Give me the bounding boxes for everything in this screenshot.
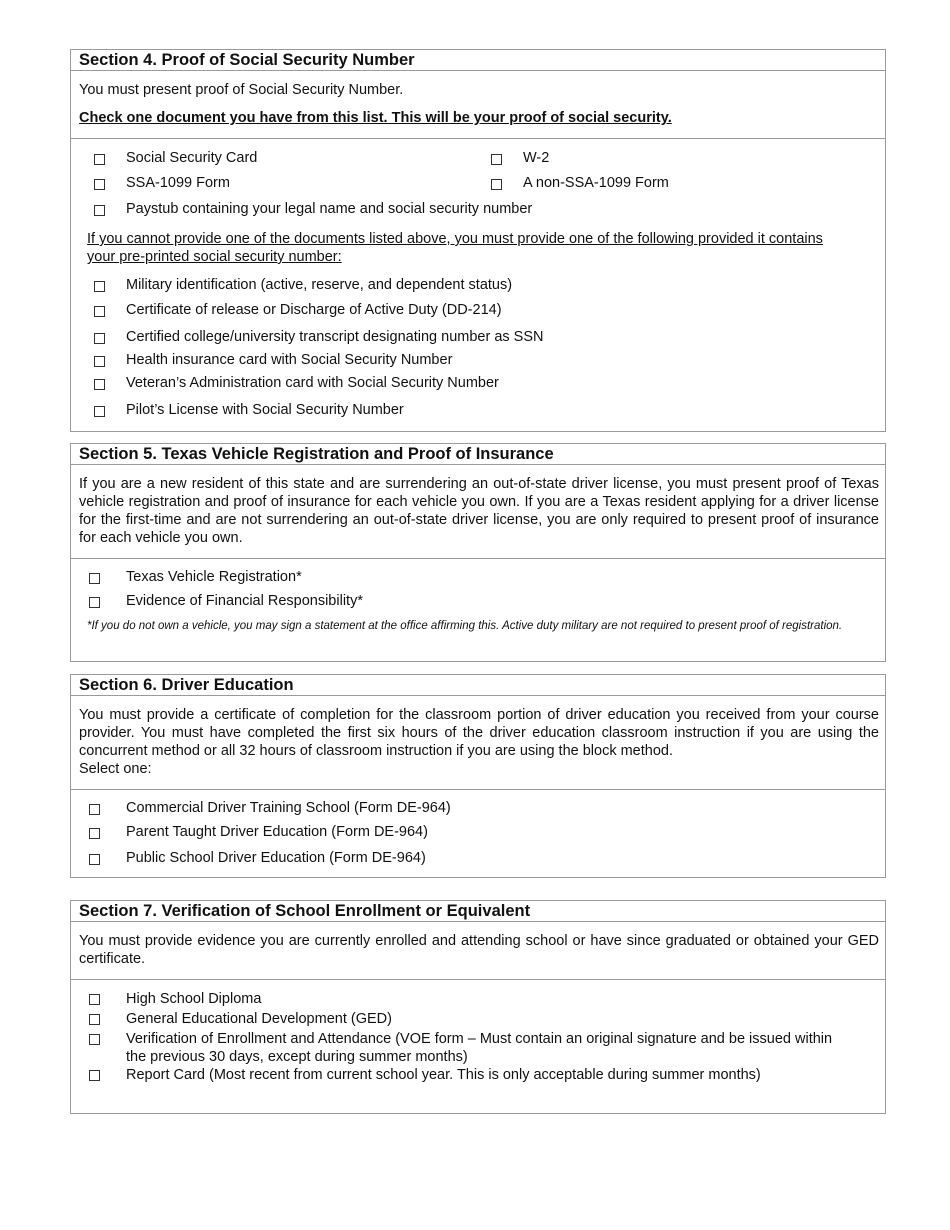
section-7 <box>70 900 886 1114</box>
option-college-transcript: Certified college/university transcript designating number as SSN <box>126 329 544 345</box>
option-ged: General Educational Development (GED) <box>126 1011 392 1027</box>
section-6-select-label: Select one: <box>79 761 152 777</box>
checkbox-voe-form[interactable] <box>89 1034 100 1045</box>
alternate-docs-notice: If you cannot provide one of the documents listed above, you must provide one of the following provided it contains your pre-printed social security number: <box>87 231 823 265</box>
option-non-ssa-1099: A non-SSA-1099 Form <box>523 175 669 191</box>
checkbox-ssa-1099[interactable] <box>94 179 105 190</box>
checkbox-military-id[interactable] <box>94 281 105 292</box>
option-health-insurance-card: Health insurance card with Social Security Number <box>126 352 453 368</box>
checkbox-college-transcript[interactable] <box>94 333 105 344</box>
option-ssa-1099: SSA-1099 Form <box>126 175 230 191</box>
section-5-title: Section 5. Texas Vehicle Registration and Proof of Insurance <box>71 444 885 465</box>
section-4 <box>70 49 886 432</box>
section-5-footnote: *If you do not own a vehicle, you may sign a statement at the office affirming this. Active duty military are not required to present proof of registration. <box>87 620 843 632</box>
checkbox-ged[interactable] <box>89 1014 100 1025</box>
option-texas-vehicle-registration: Texas Vehicle Registration* <box>126 569 302 585</box>
checkbox-commercial-driver-training[interactable] <box>89 804 100 815</box>
option-voe-form: Verification of Enrollment and Attendance (VOE form – Must contain an original signature and be issued within the previous 30 days, except during summer months) <box>126 1031 833 1065</box>
option-public-school: Public School Driver Education (Form DE-964) <box>126 850 426 866</box>
checkbox-public-school[interactable] <box>89 854 100 865</box>
section-6-divider <box>71 789 885 790</box>
option-va-card: Veteran’s Administration card with Social Security Number <box>126 375 499 391</box>
checkbox-dd214[interactable] <box>94 306 105 317</box>
option-w2: W-2 <box>523 150 550 166</box>
section-6-title: Section 6. Driver Education <box>71 675 885 696</box>
checkbox-va-card[interactable] <box>94 379 105 390</box>
option-financial-responsibility: Evidence of Financial Responsibility* <box>126 593 363 609</box>
checkbox-financial-responsibility[interactable] <box>89 597 100 608</box>
checkbox-high-school-diploma[interactable] <box>89 994 100 1005</box>
option-social-security-card: Social Security Card <box>126 150 258 166</box>
option-high-school-diploma: High School Diploma <box>126 991 262 1007</box>
checkbox-w2[interactable] <box>491 154 502 165</box>
section-7-divider <box>71 979 885 980</box>
checkbox-texas-vehicle-registration[interactable] <box>89 573 100 584</box>
section-5-body: If you are a new resident of this state and are surrendering an out-of-state driver license, you must present proof of Texas vehicle registration and proof of insurance for each vehicle you own. If you are a Texas resident applying for a driver license for the first-time and are not surrendering an out-of-state driver license, you are only required to present proof of insurance for each vehicle you own. <box>79 476 879 546</box>
section-5 <box>70 443 886 662</box>
checkbox-pilots-license[interactable] <box>94 406 105 417</box>
section-5-divider <box>71 558 885 559</box>
section-4-instruction: Check one document you have from this list. This will be your proof of social security. <box>79 110 672 126</box>
checkbox-social-security-card[interactable] <box>94 154 105 165</box>
option-dd214: Certificate of release or Discharge of Active Duty (DD-214) <box>126 302 502 318</box>
checkbox-non-ssa-1099[interactable] <box>491 179 502 190</box>
option-paystub: Paystub containing your legal name and social security number <box>126 201 533 217</box>
option-military-id: Military identification (active, reserve, and dependent status) <box>126 277 513 293</box>
checkbox-parent-taught[interactable] <box>89 828 100 839</box>
checkbox-health-insurance-card[interactable] <box>94 356 105 367</box>
section-6-body: You must provide a certificate of completion for the classroom portion of driver education you received from your course provider. You must have completed the first six hours of the driver education classroom instruction if you are using the concurrent method or all 32 hours of classroom instruction if you are using the block method. <box>79 707 879 759</box>
checkbox-paystub[interactable] <box>94 205 105 216</box>
section-6 <box>70 674 886 878</box>
option-pilots-license: Pilot’s License with Social Security Number <box>126 402 404 418</box>
option-commercial-driver-training: Commercial Driver Training School (Form DE-964) <box>126 800 451 816</box>
section-4-divider <box>71 138 885 139</box>
section-7-title: Section 7. Verification of School Enrollment or Equivalent <box>71 901 885 922</box>
checkbox-report-card[interactable] <box>89 1070 100 1081</box>
section-4-intro: You must present proof of Social Security Number. <box>79 82 404 98</box>
option-report-card: Report Card (Most recent from current school year. This is only acceptable during summer months) <box>126 1067 761 1083</box>
option-parent-taught: Parent Taught Driver Education (Form DE-964) <box>126 824 428 840</box>
section-4-title: Section 4. Proof of Social Security Number <box>71 50 885 71</box>
section-7-body: You must provide evidence you are currently enrolled and attending school or have since graduated or obtained your GED certificate. <box>79 933 879 967</box>
